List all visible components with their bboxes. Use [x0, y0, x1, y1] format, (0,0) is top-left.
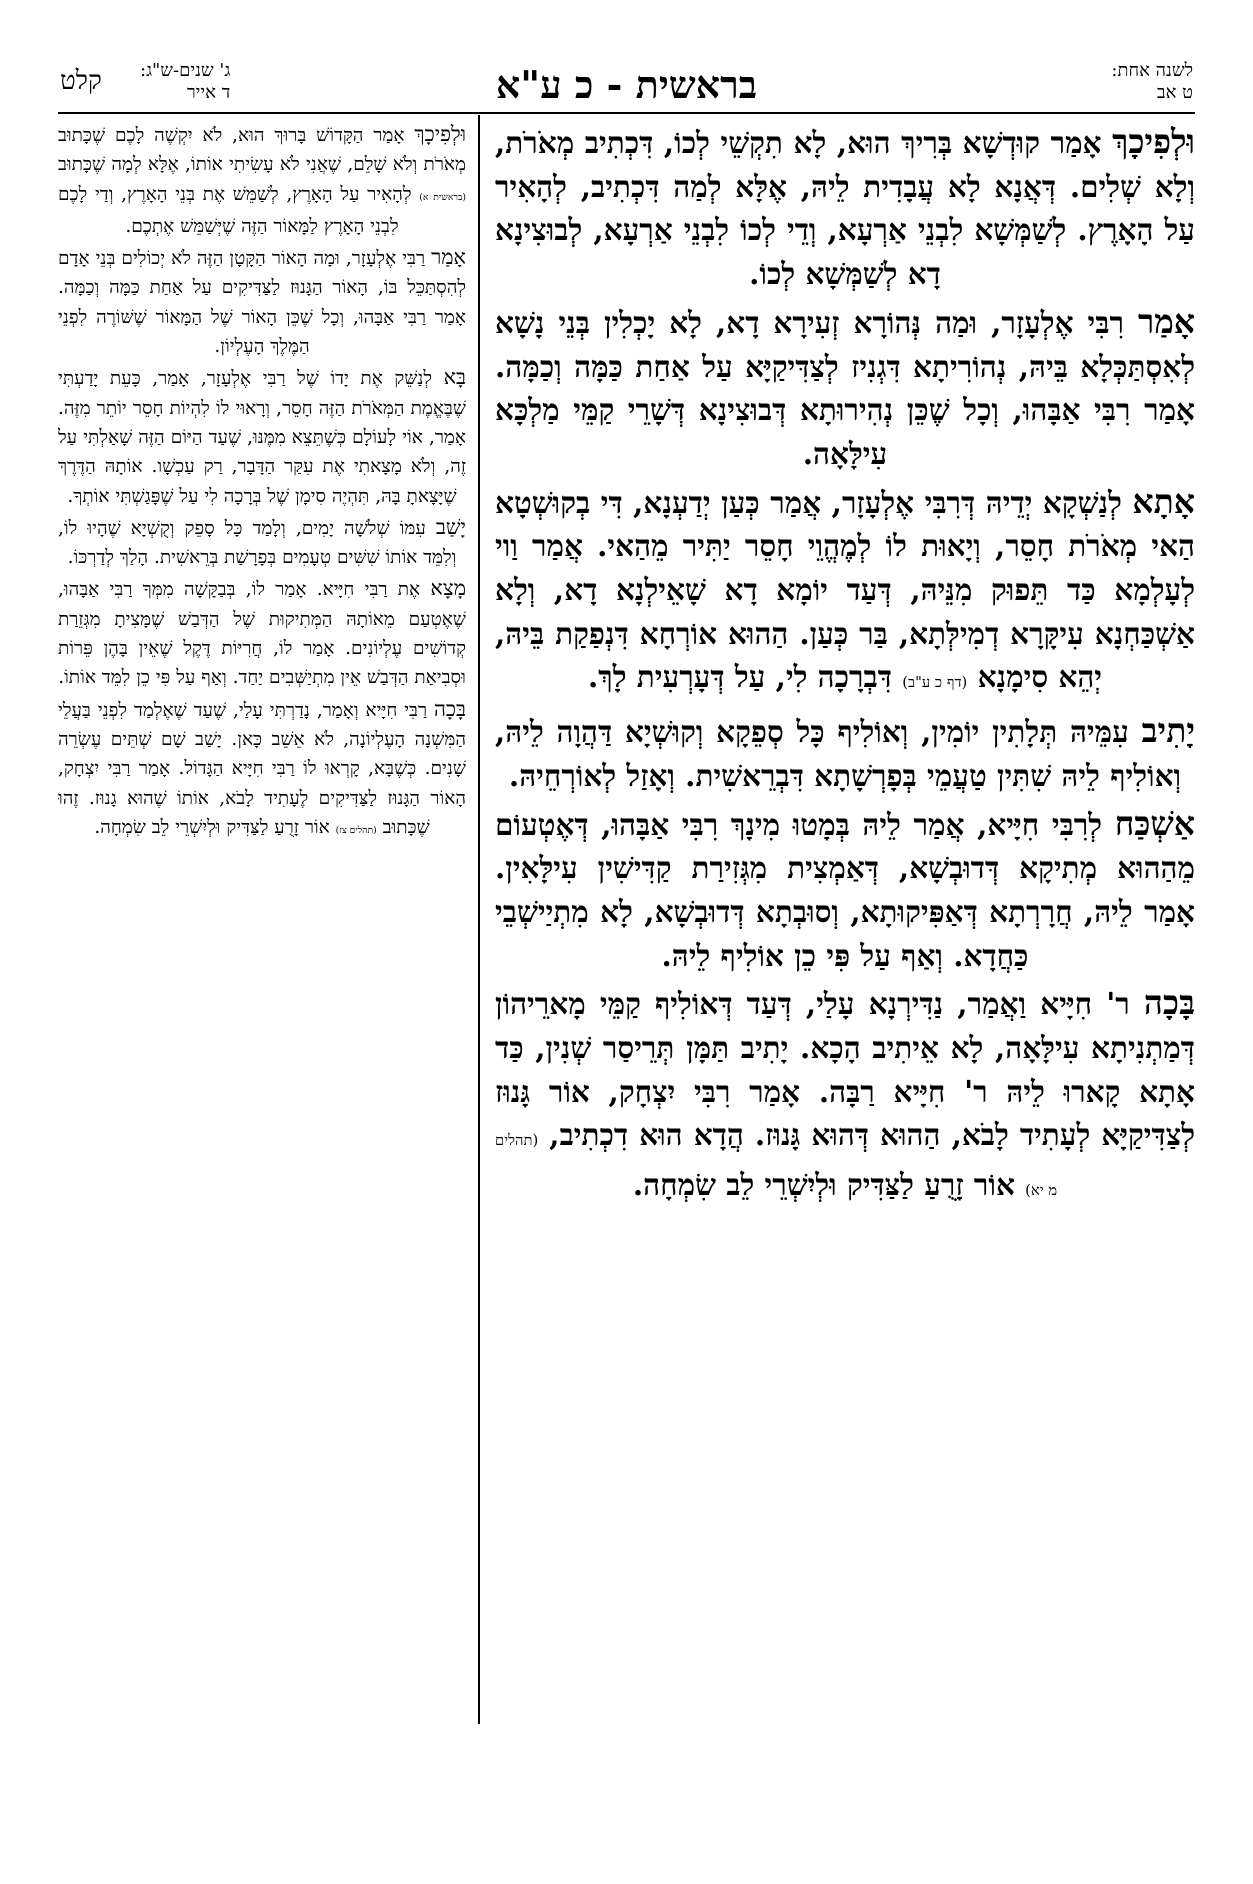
- paragraph-lead-word: אָתָא: [1132, 481, 1195, 521]
- source-reference: (בראשית א): [419, 191, 466, 203]
- paragraph-lead-word: וּלְפִיכָךְ: [414, 122, 466, 146]
- side-paragraph: [58, 243, 466, 361]
- paragraph-lead-word: אַשְׁכַּח: [1114, 803, 1195, 843]
- paragraph-text: לְנַשֵּׁק אֶת יָדוֹ שֶׁל רַבִּי אֶלְעָזָר, אָמַר, כָּעֵת יָדַעְתִּי שֶׁבֶּאֱמֶת הַמְּאֹרֹת הַזֶּה חָסֵר, וְרָאוּי לוֹ לִהְיוֹת חָסֵר יוֹתֵר מִזֶּה. אָמַר, אוֹי לָעוֹלָם כְּשֶׁתֵּצֵא מִמֶּנּוּ, שֶׁעַד הַיּוֹם הַזֶּה שָׁאַלְתִּי עַל זֶה, וְלֹא מָצָאתִי אֶת עִקַּר הַדָּבָר, רַק עַכְשָׁו. אוֹתָהּ הַדֶּרֶךְ שֶׁיָּצָאתָ בָּהּ, תִּהְיֶה סִימָן שֶׁל בְּרָכָה לִי עַל שֶׁפָּגַשְׁתִּי אוֹתְךָ.: [58, 368, 466, 507]
- paragraph-lead-word: בָּכָה: [1143, 983, 1195, 1023]
- page-title: בראשית - כ ע"א: [495, 62, 758, 107]
- paragraph-text: עִמּוֹ שְׁלֹשָׁה יָמִים, וְלָמַד כָּל סָפֵק וְקֻשְׁיָא שֶׁהָיוּ לוֹ, וְלִמֵּד אוֹתוֹ שִׁשִּׁים טְעָמִים בְּפָרָשַׁת בְּרֵאשִׁית. הָלַךְ לְדַרְכּוֹ.: [58, 517, 457, 569]
- paragraph-lead-word: בָּא: [443, 365, 466, 390]
- source-reference: (תהלים צז): [335, 824, 377, 836]
- paragraph-text: ר' חִיָּיא וַאֲמַר, נַדִּירְנָא עָלַי, דְּעַד דְּאוֹלִיף קַמֵּי מָארֵיהוֹן דְּמַתְנִיתָא עִילָּאָה, לָא אֵיתִיב הָכָא. יָתִיב תַּמָּן תְּרֵיסַר שְׁנִין, כַּד אָתָא קָארוּ לֵיהּ ר' חִיָּיא רַבָּה. אָמַר רִבִּי יִצְחָק, אוֹר גָּנוּז לְצַדִּיקַיָּא לְעָתִיד לָבֹא, הַהוּא דְּהוּא גָּנוּז. הֲדָא הוּא דִכְתִיב,: [495, 986, 1195, 1153]
- paragraph-text: אֶת רַבִּי חִיָּיא. אָמַר לוֹ, בְּבַקָּשָׁה מִמְּךָ רַבִּי אַבָּהוּ, שֶׁאֶטְעַם מֵאוֹתָהּ הַמְּתִיקוּת שֶׁל הַדְּבַשׁ שֶׁמָּצִיתָ מִגְּזֵרַת קְדוֹשִׁים עֶלְיוֹנִים. אָמַר לוֹ, חֲרִיּוֹת דֶּקֶל שֶׁאֵין בָּהֶן פֵּרוֹת וּסְבִיאַת הַדְּבַשׁ אֵין מִתְיַשְּׁבִים יַחַד. וְאַף עַל פִּי כֵן לִמֵּד אוֹתוֹ.: [58, 579, 466, 689]
- main-paragraph: [495, 480, 1195, 706]
- folio-number: קלט: [60, 66, 102, 96]
- cycle-date: ד אייר: [186, 82, 231, 103]
- side-paragraph: [58, 120, 466, 241]
- source-reference: (תהלים מ יא): [495, 1132, 1058, 1200]
- paragraph-text: אָמַר הַקָּדוֹשׁ בָּרוּךְ הוּא, לֹא יִקְשֶׁה לָכֶם שֶׁכָּתוּב מְאֹרֹת וְלֹא שָׁלֵם, שֶׁאֲנִי לֹא עָשִׂיתִי אוֹתוֹ, אֶלָּא לְמָה שֶׁכָּתוּב: [58, 125, 466, 176]
- paragraph-text-continued: אוֹר זָרֻעַ לַצַּדִּיק וּלְיִשְׁרֵי לֵב שִׂמְחָה.: [94, 816, 336, 838]
- hebrew-translation-column: [58, 120, 466, 1734]
- side-paragraph: [58, 695, 466, 845]
- main-paragraph: [495, 120, 1195, 296]
- paragraph-text: לְנַשְׁקָא יְדֵיהּ דְּרִבִּי אֶלְעָזָר, אֲמַר כְּעַן יְדַעְנָא, דִּי בְקוּשְׁטָא הַאי מְאֹרֹת חָסֵר, וְיָאוּת לוֹ לְמֶהֱוֵי חָסֵר יַתִּיר מֵהַאי. אֲמַר וַוי לְעָלְמָא כַּד תֵּפוּק מִנֵּיהּ, דְּעַד יוֹמָא דָא שָׁאֵילְנָא דָא, וְלָא אַשְׁכַּחְנָא עִיקָּרָא דְמִילְּתָא, בַּר כְּעַן. הַהוּא אוֹרְחָא דִּנְפַקַת בֵּיהּ, יְהֵא סִימָנָא: [495, 484, 1195, 695]
- main-paragraph: [495, 300, 1195, 476]
- main-paragraph: [495, 709, 1195, 797]
- paragraph-text: לְרִבִּי חִיָּיא, אֲמַר לֵיהּ בְּמָטוּ מִינָךְ רִבִּי אַבָּהוּ, דְּאֶטְעוֹם מֵהַהוּא מְתִיקָא דְּדוּבְשָׁא, דְּאַמְצִית מִגְּזִירַת קַדִּישִׁין עִילָּאִין. אָמַר לֵיהּ, חֲרָרְתָא דְּאַפִּיקוּתָא, וְסוּבְתָא דְּדוּבְשָׁא, לָא מִתְיַישְׁבֵי כַּחֲדָא. וְאַף עַל פִּי כֵן אוֹלִיף לֵיהּ.: [495, 806, 1195, 973]
- paragraph-lead-word: יָתִיב: [1141, 711, 1195, 751]
- header-divider: [58, 112, 1195, 114]
- paragraph-text: עִמֵּיהּ תְּלָתִין יוֹמִין, וְאוֹלִיף כָּל סְפֵקָא וְקוּשְׁיָא דַּהֲוָה לֵיהּ, וְאוֹלִיף לֵיהּ שִׁתִּין טַעֲמֵי בְּפָרְשָׁתָא דִּבְרֵאשִׁית. וְאָזַל לְאוֹרְחֵיהּ.: [495, 714, 1182, 793]
- paragraph-lead-word: וּלְפִיכָךְ: [1112, 122, 1195, 161]
- paragraph-text: רַבִּי חִיָּיא וְאָמַר, נָדַרְתִּי עָלַי, שֶׁעַד שֶׁאֶלְמַד לִפְנֵי בַּעֲלֵי הַמִּשְׁנָה הָעֶלְיוֹנָה, לֹא אֵשֵׁב כָּאן. יָשַׁב שָׁם שְׁתֵּים עֶשְׂרֵה שָׁנִים. כְּשֶׁבָּא, קָרְאוּ לוֹ רַבִּי חִיָּיא הַגָּדוֹל. אָמַר רַבִּי יִצְחָק, הָאוֹר הַגָּנוּז לַצַּדִּיקִים לֶעָתִיד לָבֹא, אוֹתוֹ שֶׁהוּא גָנוּז. זֶהוּ שֶׁכָּתוּב: [58, 699, 466, 838]
- paragraph-text: רִבִּי אֶלְעָזָר, וּמַה נְּהוֹרָא זְעִירָא דָא, לָא יָכְלִין בְּנֵי נָשָׁא לְאִסְתַּכְּלָא בֵּיהּ, נְהוֹרִיתָא דִּגְנִיז לְצַדִּיקַיָּא עַל אַחַת כַּמָּה וְכַמָּה. אָמַר רִבִּי אַבָּהוּ, וְכָל שֶׁכֵּן נְהִירוּתָא דְּבוּצִינָא דְּשָׁרֵי קַמֵּי מַלְכָּא עִילָּאָה.: [495, 304, 1195, 471]
- paragraph-text: רַבִּי אֶלְעָזָר, וּמָה הָאוֹר הַקָּטָן הַזֶּה לֹא יְכוֹלִים בְּנֵי אָדָם לְהִסְתַּכֵּל בּוֹ, הָאוֹר הַגָּנוּז לַצַּדִּיקִים עַל אַחַת כַּמָּה וְכַמָּה. אָמַר רַבִּי אַבָּהוּ, וְכָל שֶׁכֵּן הָאוֹר שֶׁל הַמָּאוֹר שֶׁשּׁוֹרֶה לִפְנֵי הַמֶּלֶךְ הָעֶלְיוֹן.: [58, 248, 466, 358]
- paragraph-lead-word: בָּכָה: [433, 696, 466, 721]
- paragraph-lead-word: יָשַׁב: [435, 514, 466, 539]
- paragraph-text-continued: דִּבְרָכָה לִי, עַל דְּעָרְעִית לָךְ.: [587, 659, 903, 695]
- paragraph-lead-word: אָמַר: [431, 245, 466, 270]
- source-reference: (דף כ ע"ב): [902, 674, 968, 692]
- paragraph-text-continued: אוֹר זָרֻעַ לַצַּדִּיק וּלְיִשְׁרֵי לֵב שִׂמְחָה.: [632, 1167, 1026, 1203]
- column-divider: [478, 115, 480, 1724]
- page-header: [60, 48, 1193, 118]
- main-paragraph: [495, 802, 1195, 978]
- cycle-label: ג' שנים-ש"ג:: [140, 60, 231, 81]
- paragraph-text: אָמַר קוּדְשָׁא בְּרִיךְ הוּא, לָא תִקְשֵׁי לְכוֹ, דִּכְתִיב מְאֹרֹת, וְלָא שְׁלִים. דְּאֲנָא לָא עֲבָדִית לֵיהּ, אֶלָּא לְמַה דִּכְתִיב, לְהָאִיר עַל הָאָרֶץ. לְשַׁמְּשָׁא לִבְנֵי אַרְעָא, וְדֵי לְכוֹ לִבְנֵי אַרְעָא, לְבוּצִינָא דָא לְשַׁמְּשָׁא לְכוֹ.: [495, 125, 1195, 292]
- paragraph-lead-word: מָצָא: [430, 576, 466, 601]
- cycle-study-info: [140, 60, 230, 104]
- side-paragraph: [58, 574, 466, 692]
- side-paragraph: [58, 513, 466, 573]
- study-date: ט אב: [1156, 82, 1193, 103]
- study-label: לשנה אחת:: [1111, 60, 1193, 81]
- aramaic-text-column: [495, 120, 1195, 1734]
- paragraph-lead-word: אָמַר: [1137, 301, 1195, 341]
- side-paragraph: [58, 363, 466, 510]
- paragraph-text-continued: לְהָאִיר עַל הָאָרֶץ, לְשַׁמֵּשׁ אֶת בְּנֵי הָאָרֶץ, וְדַי לָכֶם לִבְנֵי הָאָרֶץ לַמָּאוֹר הַזֶּה שֶׁיְּשַׁמֵּשׁ אֶתְכֶם.: [58, 183, 420, 237]
- main-paragraph: [495, 981, 1195, 1213]
